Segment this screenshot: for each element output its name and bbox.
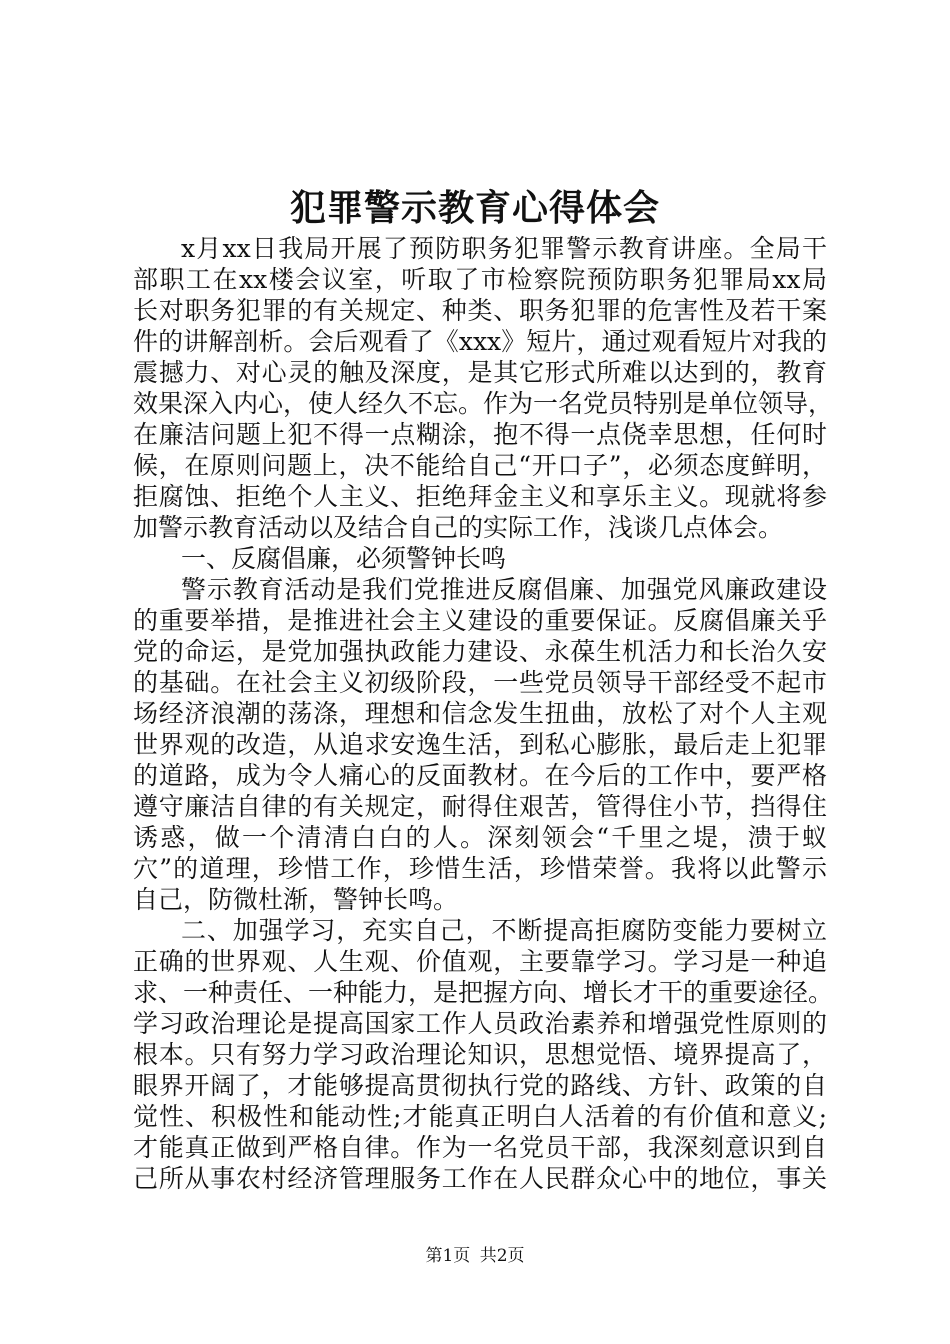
page-number-current: 第1页 (425, 1246, 471, 1266)
body-line: 才能真正做到严格自律。作为一名党员干部，我深刻意识到自 (133, 1133, 827, 1162)
body-line: 眼界开阔了，才能够提高贯彻执行党的路线、方针、政策的自 (133, 1071, 827, 1100)
body-line: 世界观的改造，从追求安逸生活，到私心膨胀，最后走上犯罪 (133, 730, 827, 759)
body-line: 自己，防微杜渐，警钟长鸣。 (133, 885, 459, 914)
body-line: 候，在原则问题上，决不能给自己“开口子”，必须态度鲜明， (133, 451, 827, 480)
body-line: 的重要举措，是推进社会主义建设的重要保证。反腐倡廉关乎 (133, 606, 827, 635)
body-line: 党的命运，是党加强执政能力建设、永葆生机活力和长治久安 (133, 637, 827, 666)
document-body (133, 233, 834, 1194)
body-line: 诱惑，做一个清清白白的人。深刻领会“千里之堤，溃于蚁 (133, 823, 827, 852)
body-line: 场经济浪潮的荡涤，理想和信念发生扭曲，放松了对个人主观 (133, 699, 827, 728)
body-line: 震撼力、对心灵的触及深度，是其它形式所难以达到的，教育 (133, 358, 827, 387)
body-line: 加警示教育活动以及结合自己的实际工作，浅谈几点体会。 (133, 513, 784, 542)
body-line: 的基础。在社会主义初级阶段，一些党员领导干部经受不起市 (133, 668, 827, 697)
body-line: 一、反腐倡廉，必须警钟长鸣 (181, 544, 507, 573)
body-line: 觉性、积极性和能动性;才能真正明白人活着的有价值和意义; (133, 1102, 827, 1131)
body-line: 警示教育活动是我们党推进反腐倡廉、加强党风廉政建设 (181, 575, 827, 604)
page-number-total: 共2页 (479, 1246, 525, 1266)
body-line: 效果深入内心，使人经久不忘。作为一名党员特别是单位领导， (133, 389, 834, 418)
body-line: 遵守廉洁自律的有关规定，耐得住艰苦，管得住小节，挡得住 (133, 792, 827, 821)
page-footer (0, 1244, 950, 1268)
body-line: 求、一种责任、一种能力，是把握方向、增长才干的重要途径。 (133, 978, 834, 1007)
body-line: 长对职务犯罪的有关规定、种类、职务犯罪的危害性及若干案 (133, 296, 827, 325)
body-line: 正确的世界观、人生观、价值观，主要靠学习。学习是一种追 (133, 947, 827, 976)
body-line: 的道路，成为令人痛心的反面教材。在今后的工作中，要严格 (133, 761, 827, 790)
body-line: 拒腐蚀、拒绝个人主义、拒绝拜金主义和享乐主义。现就将参 (133, 482, 827, 511)
body-line: 己所从事农村经济管理服务工作在人民群众心中的地位，事关 (133, 1164, 827, 1193)
body-line: 在廉洁问题上犯不得一点糊涂，抱不得一点侥幸思想，任何时 (133, 420, 827, 449)
body-line: 穴”的道理，珍惜工作，珍惜生活，珍惜荣誉。我将以此警示 (133, 854, 827, 883)
body-line: x月xx日我局开展了预防职务犯罪警示教育讲座。全局干 (181, 234, 827, 263)
document-title: 犯罪警示教育心得体会 (289, 187, 660, 229)
body-line: 部职工在xx楼会议室，听取了市检察院预防职务犯罪局xx局 (133, 265, 827, 294)
body-line: 根本。只有努力学习政治理论知识，思想觉悟、境界提高了， (133, 1040, 827, 1069)
body-line: 二、加强学习，充实自己，不断提高拒腐防变能力要树立 (181, 916, 827, 945)
body-line: 件的讲解剖析。会后观看了《xxx》短片，通过观看短片对我的 (133, 327, 827, 356)
body-line: 学习政治理论是提高国家工作人员政治素养和增强党性原则的 (133, 1009, 827, 1038)
